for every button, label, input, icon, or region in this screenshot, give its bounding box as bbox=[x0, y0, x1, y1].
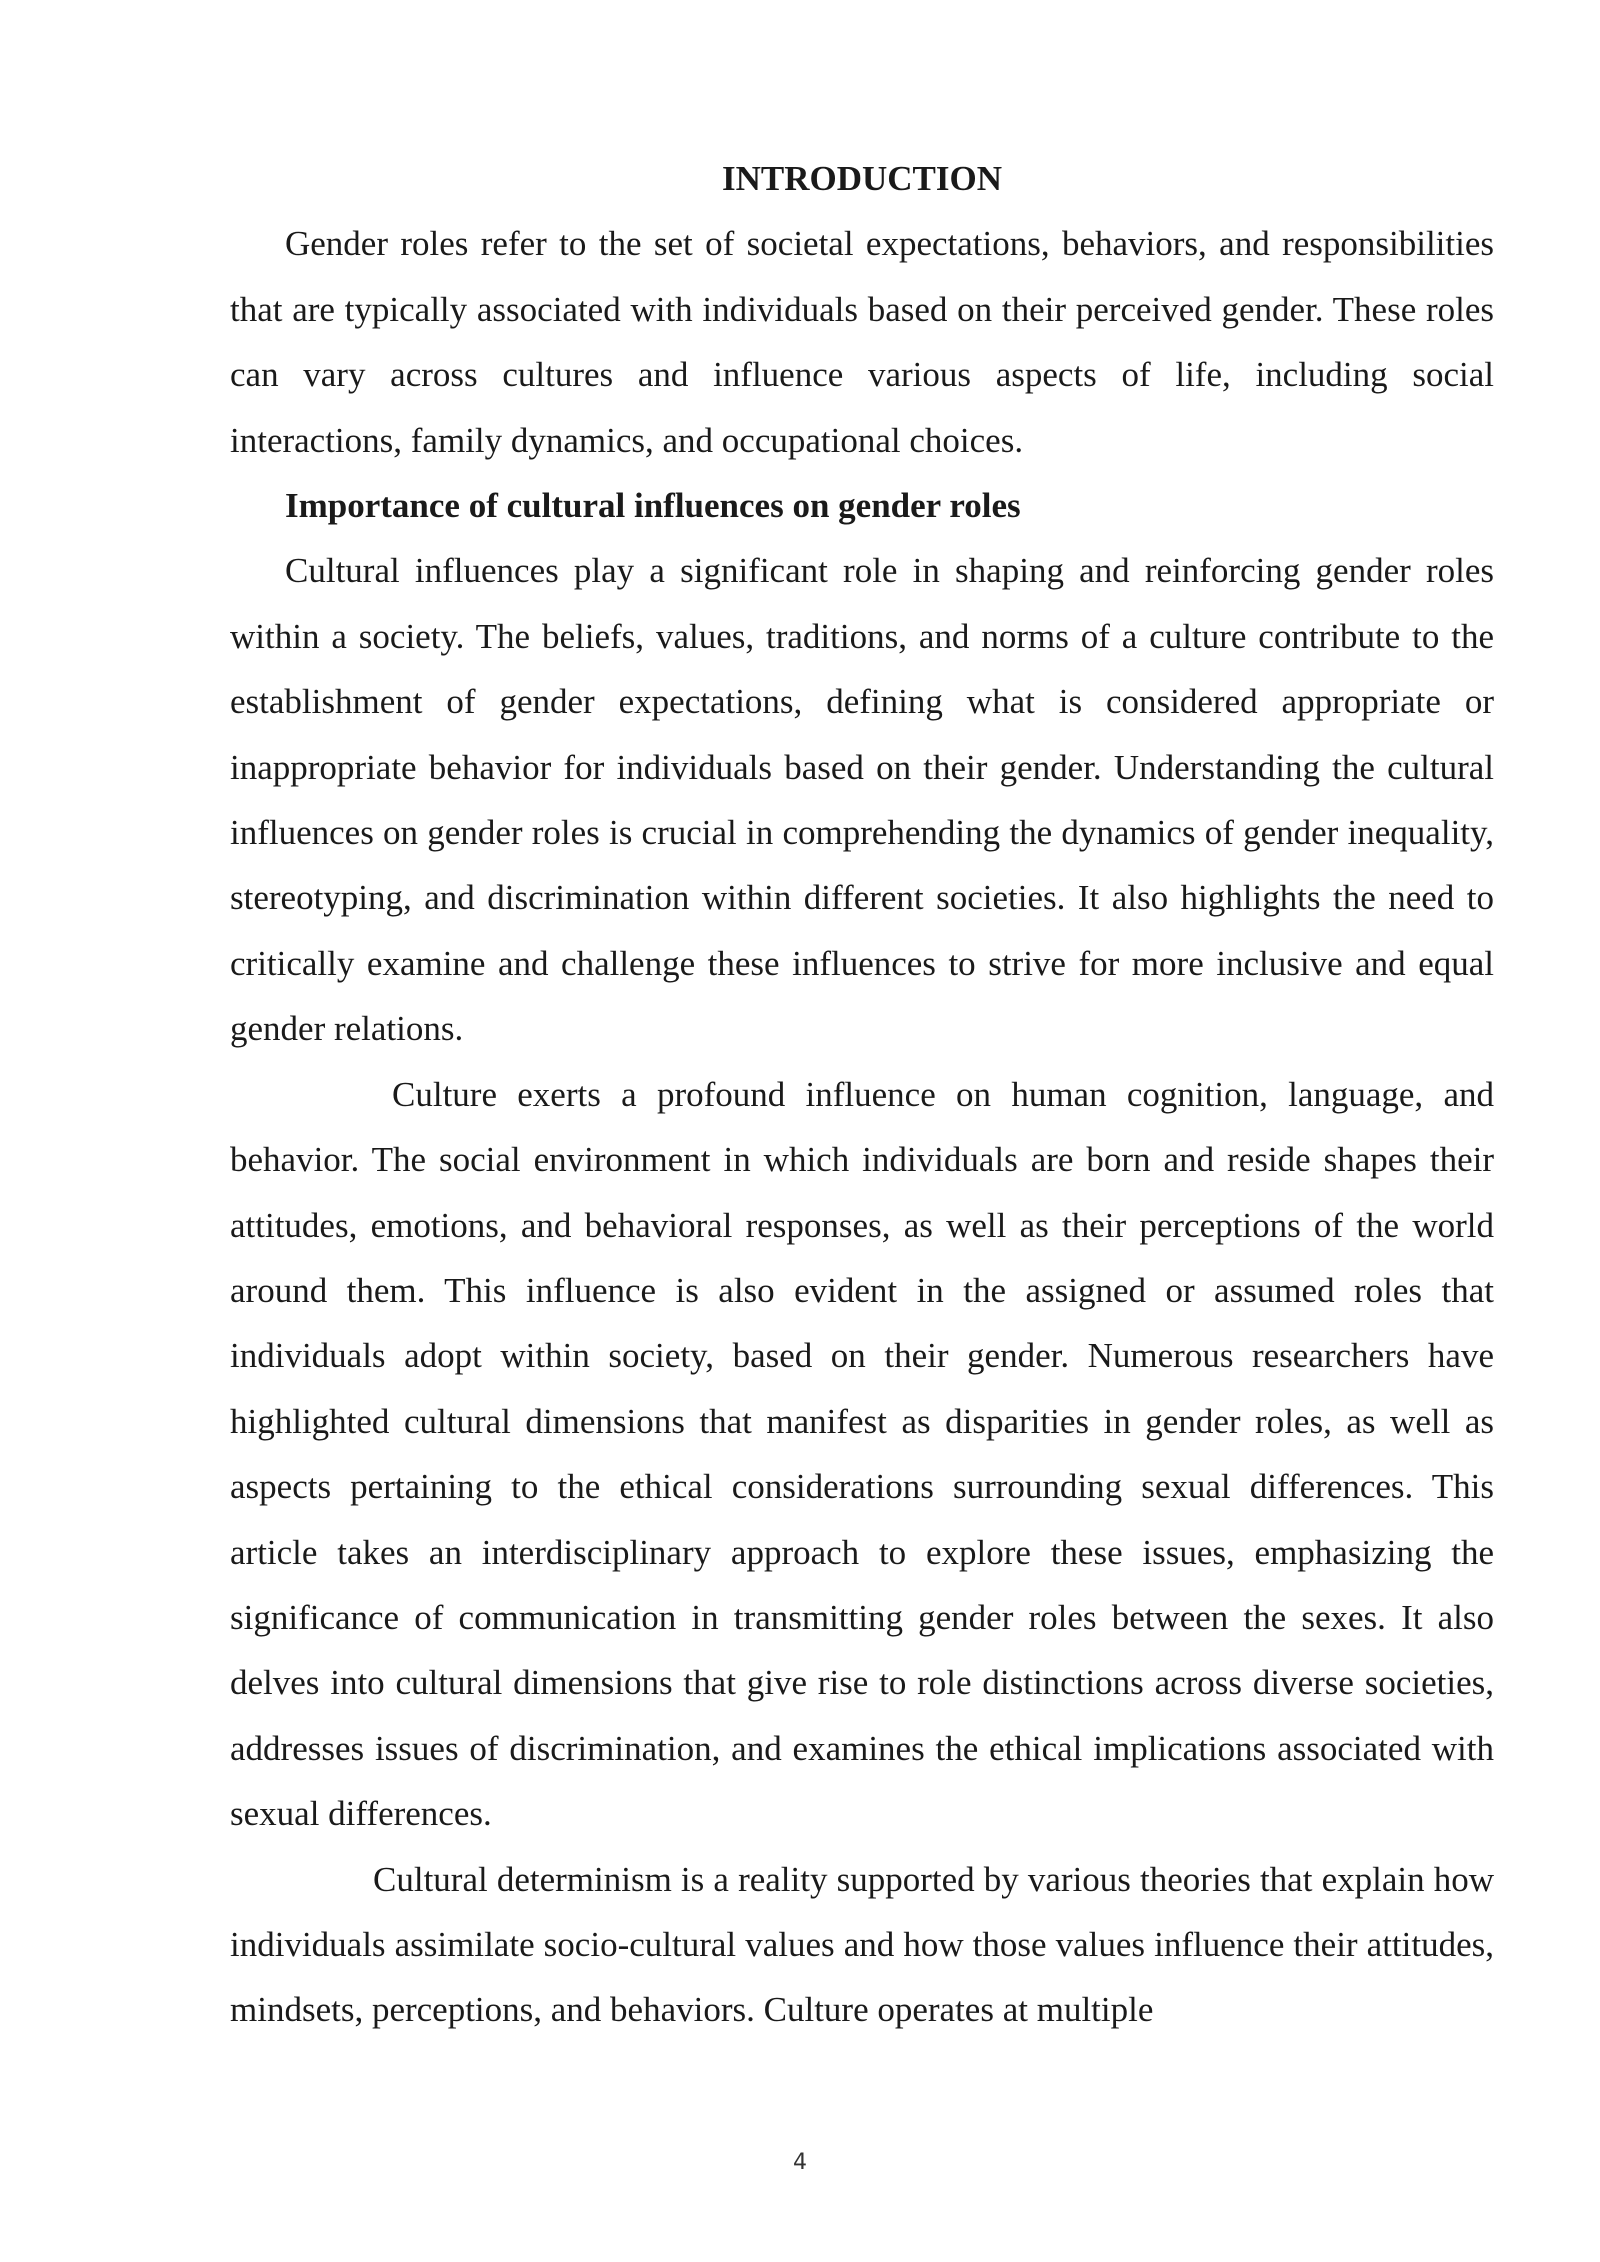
page-number: 4 bbox=[793, 2150, 807, 2175]
paragraph-culture-influence: Culture exerts a profound influence on human cognition, language, and behavior. The social environment in which individuals are born and reside shapes their attitudes, emotions, and behavioral responses, as well as their perceptions of the world around them. This influence is also evident in the assigned or assumed roles that individuals adopt within society, based on their gender. Numerous researchers have highlighted cultural dimensions that manifest as disparities in gender roles, as well as aspects pertaining to the ethical considerations surrounding sexual differences. This article takes an interdisciplinary approach to explore these issues, emphasizing the significance of communication in transmitting gender roles between the sexes. It also delves into cultural dimensions that give rise to role distinctions across diverse societies, addresses issues of discrimination, and examines the ethical implications associated with sexual differences. bbox=[230, 1074, 1494, 1834]
paragraph-gender-roles-definition: Gender roles refer to the set of societal expectations, behaviors, and responsibilities that are typically associated with individuals based on their perceived gender. These roles can vary across cultures and influence various aspects of life, including social interactions, family dynamics, and occupational choices. bbox=[230, 224, 1494, 460]
page-content bbox=[230, 146, 1494, 2043]
subsection-heading: Importance of cultural influences on gender roles bbox=[285, 486, 1021, 526]
paragraph-cultural-influences: Cultural influences play a significant role in shaping and reinforcing gender roles within a society. The beliefs, values, traditions, and norms of a culture contribute to the establishment of gender expectations, defining what is considered appropriate or inappropriate behavior for individuals based on their gender. Understanding the cultural influences on gender roles is crucial in comprehending the dynamics of gender inequality, stereotyping, and discrimination within different societies. It also highlights the need to critically examine and challenge these influences to strive for more inclusive and equal gender relations. bbox=[230, 551, 1494, 1049]
section-heading: INTRODUCTION bbox=[721, 159, 1003, 198]
paragraph-cultural-determinism: Cultural determinism is a reality supported by various theories that explain how individuals assimilate socio-cultural values and how those values influence their attitudes, mindsets, perceptions, and behaviors. Culture operates at multiple bbox=[230, 1859, 1494, 2030]
